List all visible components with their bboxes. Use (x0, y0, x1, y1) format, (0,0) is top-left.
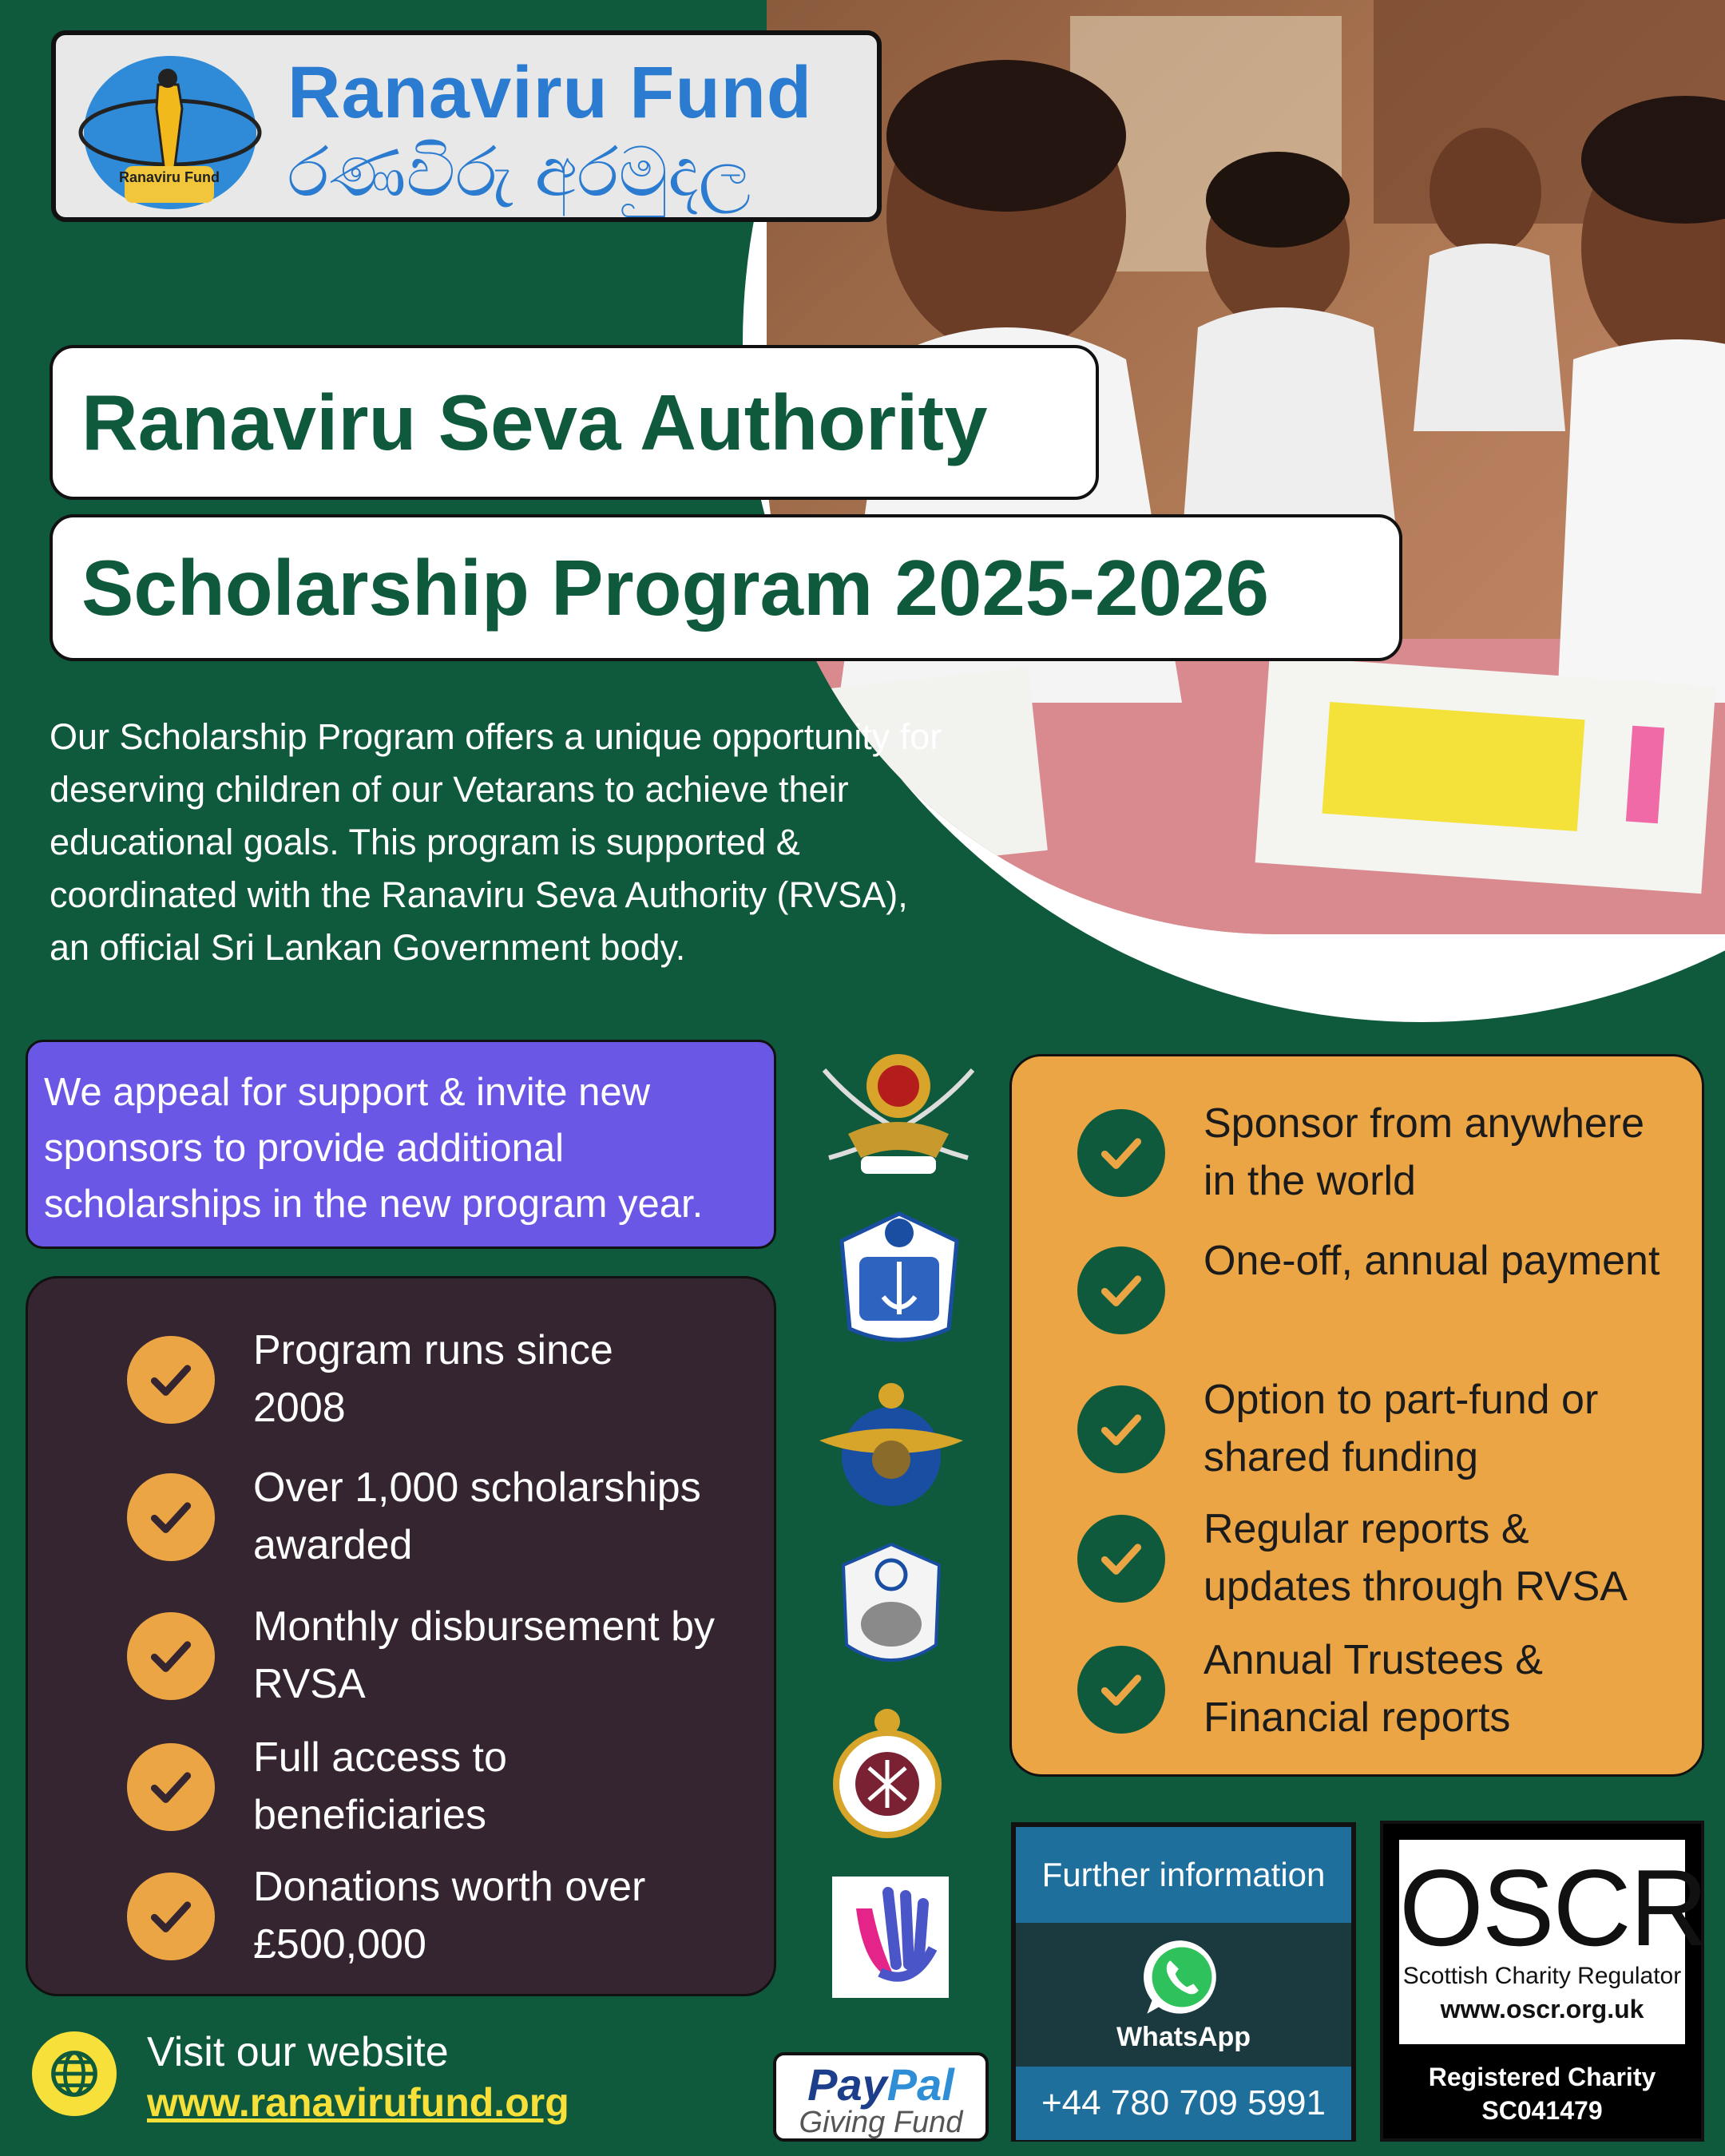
check-icon (127, 1336, 215, 1424)
oscr-subtitle: Scottish Charity Regulator (1402, 1963, 1682, 1989)
achievement-text: Donations worth over £500,000 (253, 1864, 646, 1968)
charity-number: SC041479 (1481, 2096, 1603, 2125)
check-icon (1077, 1246, 1165, 1334)
check-icon (1077, 1109, 1165, 1197)
list-item (1077, 1506, 1683, 1615)
achievement-text: Full access to beneficiaries (253, 1734, 507, 1838)
achievements-box (26, 1276, 776, 1996)
website-link[interactable]: www.ranavirufund.org (147, 2080, 569, 2125)
list-item (1077, 1238, 1683, 1334)
benefit-text: Annual Trustees & Financial reports (1204, 1637, 1543, 1741)
navy-crest-icon (837, 1209, 962, 1351)
appeal-box: We appeal for support & invite new sponsors to provide additional scholarships in the new program year. (26, 1040, 776, 1249)
oscr-registration-badge (1380, 1821, 1707, 2142)
army-crest-icon (816, 1038, 981, 1180)
emblem-label: Ranaviru Fund (118, 169, 220, 185)
benefits-box (1009, 1054, 1704, 1777)
list-item (127, 1464, 716, 1574)
list-item (127, 1734, 716, 1844)
civil-defence-crest-icon (831, 1704, 944, 1845)
benefit-text: Sponsor from anywhere in the world (1204, 1100, 1645, 1204)
benefit-text: Option to part-fund or shared funding (1204, 1377, 1599, 1480)
paypal-giving-fund-label: Giving Fund (799, 2106, 963, 2139)
whatsapp-label: WhatsApp (1116, 2022, 1251, 2052)
oscr-url: www.oscr.org.uk (1440, 1995, 1644, 2023)
list-item (1077, 1100, 1683, 1210)
ranaviru-fund-logo (51, 30, 882, 222)
logo-name-english: Ranaviru Fund (288, 52, 813, 133)
oscr-logo-card (1399, 1840, 1707, 2044)
check-icon (1077, 1515, 1165, 1603)
check-icon (1077, 1385, 1165, 1473)
check-icon (127, 1473, 215, 1561)
check-icon (127, 1743, 215, 1831)
list-item (1077, 1377, 1683, 1486)
registered-charity-text (1383, 2060, 1701, 2127)
phone-number[interactable]: +44 780 709 5991 (1016, 2067, 1351, 2140)
paypal-wordmark (776, 2059, 985, 2110)
air-force-crest-icon (816, 1377, 966, 1519)
further-information-box[interactable] (1011, 1822, 1356, 2142)
registered-charity-label: Registered Charity (1428, 2063, 1656, 2091)
list-item (127, 1327, 716, 1437)
title-ranaviru-seva-authority: Ranaviru Seva Authority (50, 345, 1099, 500)
list-item (1077, 1637, 1683, 1746)
achievement-text: Monthly disbursement by RVSA (253, 1603, 716, 1707)
list-item (127, 1864, 716, 1973)
visit-website-label: Visit our website (147, 2029, 449, 2075)
further-information-label: Further information (1016, 1827, 1351, 1923)
achievement-text: Over 1,000 scholarships awarded (253, 1464, 701, 1568)
logo-name-sinhala: රණවිරු අරමුදල (288, 133, 751, 212)
check-icon (127, 1873, 215, 1960)
achievement-text: Program runs since 2008 (253, 1327, 613, 1431)
paypal-wordmark-a: Pay (807, 2059, 887, 2110)
ranaviru-emblem-icon (78, 53, 262, 212)
benefit-text: One-off, annual payment (1204, 1238, 1660, 1284)
paypal-giving-fund-badge[interactable] (773, 2052, 989, 2142)
title-scholarship-program: Scholarship Program 2025-2026 (50, 514, 1402, 661)
check-icon (1077, 1646, 1165, 1734)
oscr-wordmark: OSCR (1399, 1847, 1707, 1968)
intro-paragraph: Our Scholarship Program offers a unique opportunity for deserving children of our Vetarans to achieve their educational goals. This program is supported & coordinated with the Ranaviru Seva Authority (RVSA), an official Sri Lankan Government body. (50, 716, 942, 968)
check-icon (127, 1612, 215, 1700)
rvsa-hand-logo-icon (832, 1877, 949, 1998)
police-crest-icon (837, 1541, 946, 1677)
paypal-wordmark-b: Pal (886, 2059, 954, 2110)
benefit-text: Regular reports & updates through RVSA (1204, 1506, 1628, 1610)
globe-icon (32, 2031, 117, 2116)
whatsapp-icon (1140, 1936, 1223, 2019)
list-item (127, 1603, 716, 1713)
